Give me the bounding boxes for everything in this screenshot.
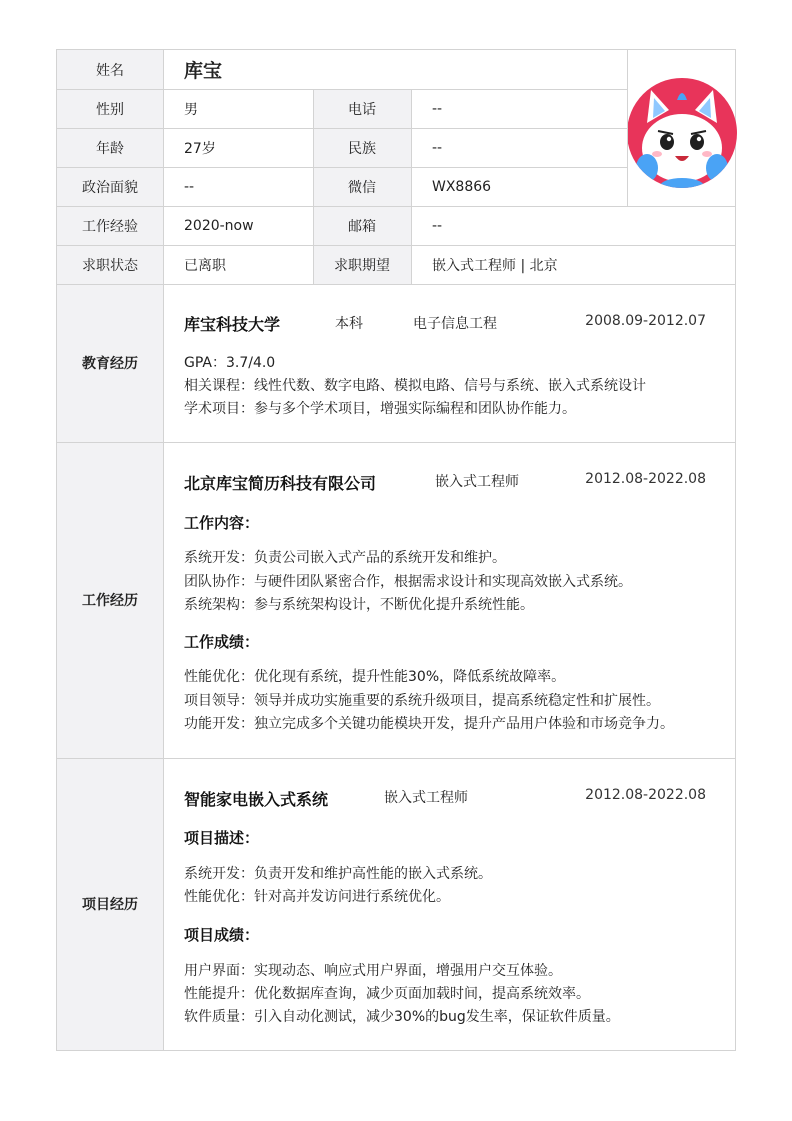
row-divider bbox=[57, 89, 627, 90]
section-divider bbox=[57, 758, 735, 759]
experience-label: 工作经验 bbox=[57, 206, 163, 245]
work-company: 北京库宝简历科技有限公司 bbox=[184, 474, 377, 493]
phone-value: -- bbox=[432, 100, 443, 117]
political-label: 政治面貌 bbox=[57, 167, 163, 206]
column-divider bbox=[313, 89, 314, 284]
section-divider bbox=[57, 442, 735, 443]
row-divider bbox=[57, 206, 735, 207]
gender-value: 男 bbox=[184, 101, 198, 118]
education-section-label: 教育经历 bbox=[57, 284, 163, 442]
education-degree: 本科 bbox=[335, 316, 363, 332]
status-value: 已离职 bbox=[184, 257, 226, 274]
education-school: 库宝科技大学 bbox=[184, 315, 281, 334]
work-content-line: 系统架构：参与系统架构设计，不断优化提升系统性能。 bbox=[184, 597, 534, 613]
wechat-label: 微信 bbox=[313, 167, 411, 206]
education-line: 相关课程：线性代数、数字电路、模拟电路、信号与系统、嵌入式系统设计 bbox=[184, 378, 646, 394]
column-divider bbox=[411, 89, 412, 284]
education-line: 学术项目：参与多个学术项目，增强实际编程和团队协作能力。 bbox=[184, 401, 576, 417]
work-section-label: 工作经历 bbox=[57, 442, 163, 758]
wechat-value: WX8866 bbox=[432, 178, 492, 195]
expect-label: 求职期望 bbox=[313, 245, 411, 284]
project-desc-line: 性能优化：针对高并发访问进行系统优化。 bbox=[184, 889, 450, 905]
education-major: 电子信息工程 bbox=[413, 316, 497, 332]
name-value: 库宝 bbox=[184, 60, 223, 82]
project-name: 智能家电嵌入式系统 bbox=[184, 790, 329, 809]
row-divider bbox=[57, 128, 627, 129]
email-label: 邮箱 bbox=[313, 206, 411, 245]
ethnicity-label: 民族 bbox=[313, 128, 411, 167]
email-value: -- bbox=[432, 217, 443, 234]
project-achieve-line: 用户界面：实现动态、响应式用户界面，增强用户交互体验。 bbox=[184, 963, 562, 979]
phone-label: 电话 bbox=[313, 89, 411, 128]
project-achieve-line: 性能提升：优化数据库查询，减少页面加载时间，提高系统效率。 bbox=[184, 986, 590, 1002]
row-divider bbox=[57, 284, 735, 285]
expect-value: 嵌入式工程师 | 北京 bbox=[432, 257, 558, 274]
work-role: 嵌入式工程师 bbox=[435, 474, 519, 490]
work-content-line: 团队协作：与硬件团队紧密合作，根据需求设计和实现高效嵌入式系统。 bbox=[184, 574, 632, 590]
resume-sheet bbox=[56, 49, 736, 1051]
work-achieve-title: 工作成绩： bbox=[184, 633, 260, 651]
project-section-label: 项目经历 bbox=[57, 758, 163, 1050]
age-value: 27岁 bbox=[184, 140, 216, 157]
work-achieve-line: 性能优化：优化现有系统，提升性能30%，降低系统故障率。 bbox=[184, 669, 566, 685]
project-desc-title: 项目描述： bbox=[184, 829, 260, 847]
project-dates: 2012.08-2022.08 bbox=[585, 787, 706, 803]
row-divider bbox=[57, 167, 627, 168]
row-divider bbox=[57, 245, 735, 246]
work-content-title: 工作内容： bbox=[184, 514, 260, 532]
project-achieve-title: 项目成绩： bbox=[184, 926, 260, 944]
work-content-line: 系统开发：负责公司嵌入式产品的系统开发和维护。 bbox=[184, 550, 506, 566]
experience-value: 2020-now bbox=[184, 217, 254, 234]
gender-label: 性别 bbox=[57, 89, 163, 128]
status-label: 求职状态 bbox=[57, 245, 163, 284]
cartoon-cat-avatar-icon bbox=[627, 78, 737, 188]
project-role: 嵌入式工程师 bbox=[384, 790, 468, 806]
work-dates: 2012.08-2022.08 bbox=[585, 471, 706, 487]
political-value: -- bbox=[184, 178, 195, 195]
education-line: GPA：3.7/4.0 bbox=[184, 355, 276, 371]
ethnicity-value: -- bbox=[432, 139, 443, 156]
education-dates: 2008.09-2012.07 bbox=[585, 313, 706, 329]
work-achieve-line: 功能开发：独立完成多个关键功能模块开发，提升产品用户体验和市场竞争力。 bbox=[184, 716, 674, 732]
project-desc-line: 系统开发：负责开发和维护高性能的嵌入式系统。 bbox=[184, 866, 492, 882]
work-achieve-line: 项目领导：领导并成功实施重要的系统升级项目，提高系统稳定性和扩展性。 bbox=[184, 693, 660, 709]
column-divider bbox=[163, 50, 164, 1050]
project-achieve-line: 软件质量：引入自动化测试，减少30%的bug发生率，保证软件质量。 bbox=[184, 1009, 620, 1025]
column-divider bbox=[627, 50, 628, 206]
age-label: 年龄 bbox=[57, 128, 163, 167]
name-label: 姓名 bbox=[57, 50, 163, 89]
